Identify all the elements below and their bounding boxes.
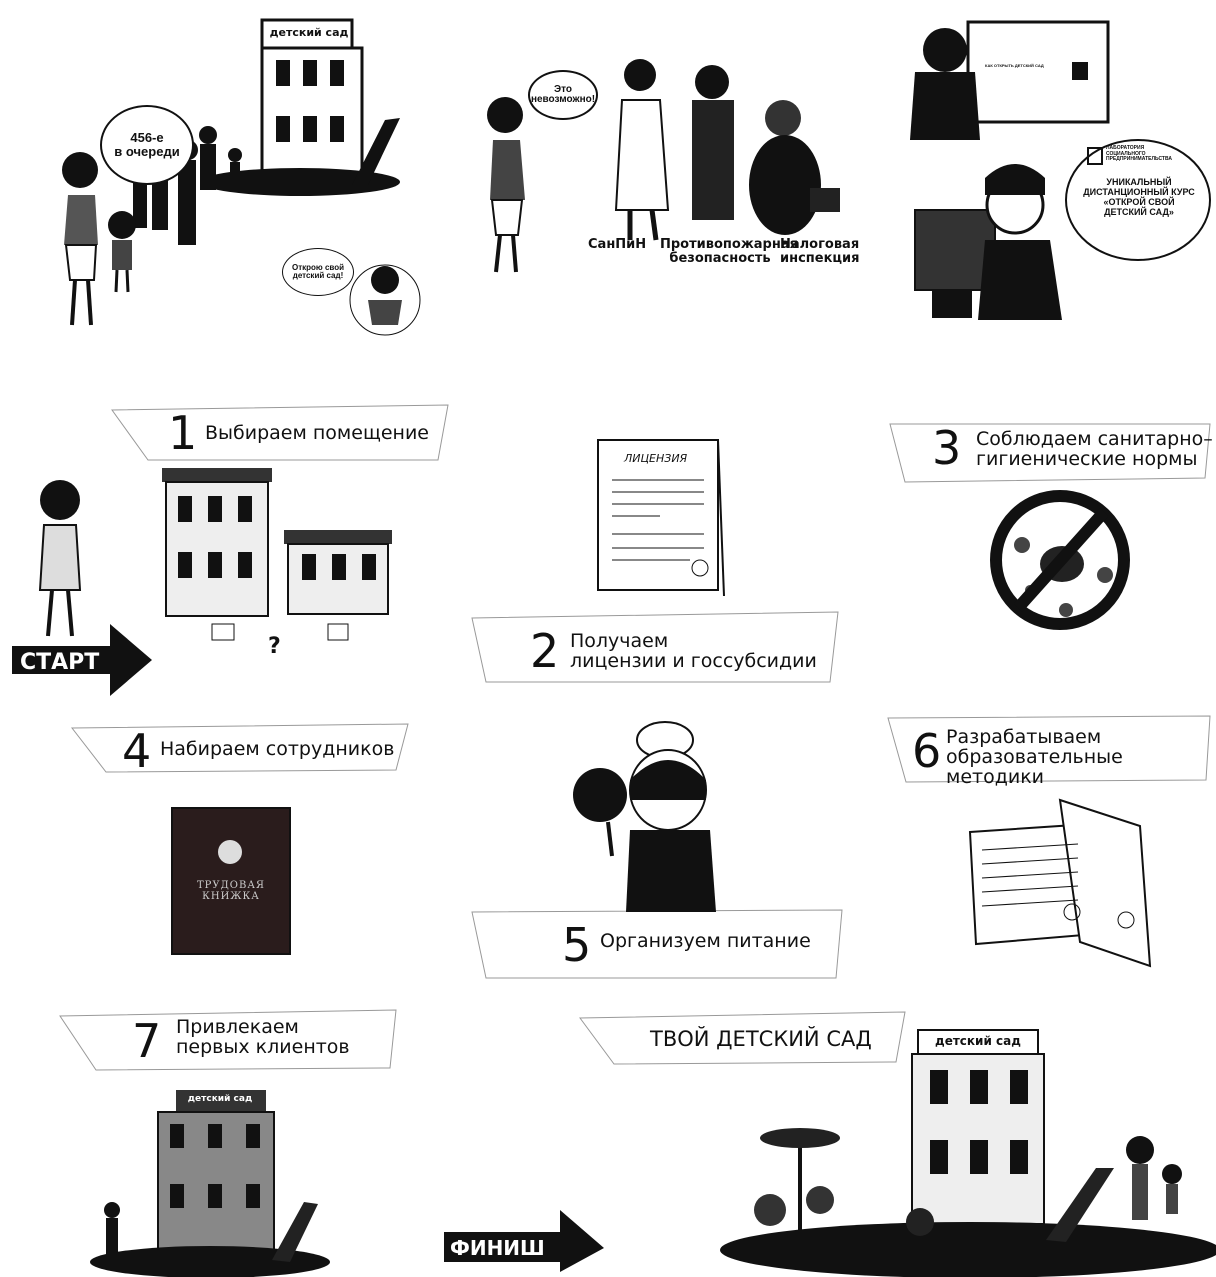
tax-inspection-caption: Налоговая инспекция: [780, 237, 860, 266]
step-1-label: Выбираем помещение: [205, 422, 429, 444]
step-1-number: 1: [168, 406, 198, 460]
step-5-label: Организуем питание: [600, 930, 811, 952]
lab-title-text: ЛАБОРАТОРИЯ СОЦИАЛЬНОГО ПРЕДПРИНИМАТЕЛЬСТВА: [1106, 145, 1172, 162]
no-germs-icon: [996, 496, 1124, 624]
step-6-number: 6: [912, 724, 942, 778]
finish-label: ФИНИШ: [450, 1236, 545, 1260]
step-7-label: Привлекаем первых клиентов: [176, 1016, 350, 1058]
kindergarten-building-final: [720, 1030, 1216, 1277]
step-3-number: 3: [932, 421, 962, 475]
step-2-label: Получаем лицензии и госсубсидии: [570, 630, 817, 672]
kindergarten-sign-final: детский сад: [935, 1034, 1021, 1048]
kindergarten-sign-text: детский сад: [269, 26, 349, 39]
final-banner-label: ТВОЙ ДЕТСКИЙ САД: [650, 1027, 872, 1051]
question-mark: ?: [268, 634, 281, 659]
chef-figure: [573, 722, 716, 912]
step-6-label: Разрабатываем образовательные методики: [946, 726, 1123, 788]
workbook-cover-text: ТРУДОВАЯ КНИЖКА: [197, 880, 265, 902]
building-large: [162, 468, 272, 616]
search-query-text: КАК ОТКРЫТЬ ДЕТСКИЙ САД: [985, 63, 1044, 68]
methodology-documents: [970, 800, 1150, 966]
step-3-label: Соблюдаем санитарно– гигиенические нормы: [976, 428, 1213, 470]
step-7-number: 7: [132, 1014, 162, 1068]
license-title: ЛИЦЕНЗИЯ: [624, 452, 688, 465]
course-description-text: УНИКАЛЬНЫЙ ДИСТАНЦИОННЫЙ КУРС «ОТКРОЙ СВОЙ ДЕТСКИЙ САД»: [1083, 177, 1195, 217]
step-4-label: Набираем сотрудников: [160, 738, 395, 760]
queue-speech-bubble: 456-е в очереди: [100, 105, 194, 185]
start-woman-figure: [40, 480, 80, 636]
kindergarten-sign-small: детский сад: [187, 1094, 253, 1104]
step-5-number: 5: [562, 918, 592, 972]
building-small: [284, 530, 392, 614]
kindergarten-building-small: [90, 1090, 330, 1277]
start-label: СТАРТ: [20, 650, 100, 675]
sanpin-caption: СанПиН: [588, 237, 647, 252]
fire-safety-caption: Противопожарная безопасность: [660, 237, 798, 266]
impossible-speech-bubble: Это невозможно!: [528, 70, 598, 120]
open-own-speech-bubble: Открою свой детский сад!: [282, 248, 354, 296]
step-2-number: 2: [530, 624, 560, 678]
step-4-number: 4: [122, 724, 152, 778]
